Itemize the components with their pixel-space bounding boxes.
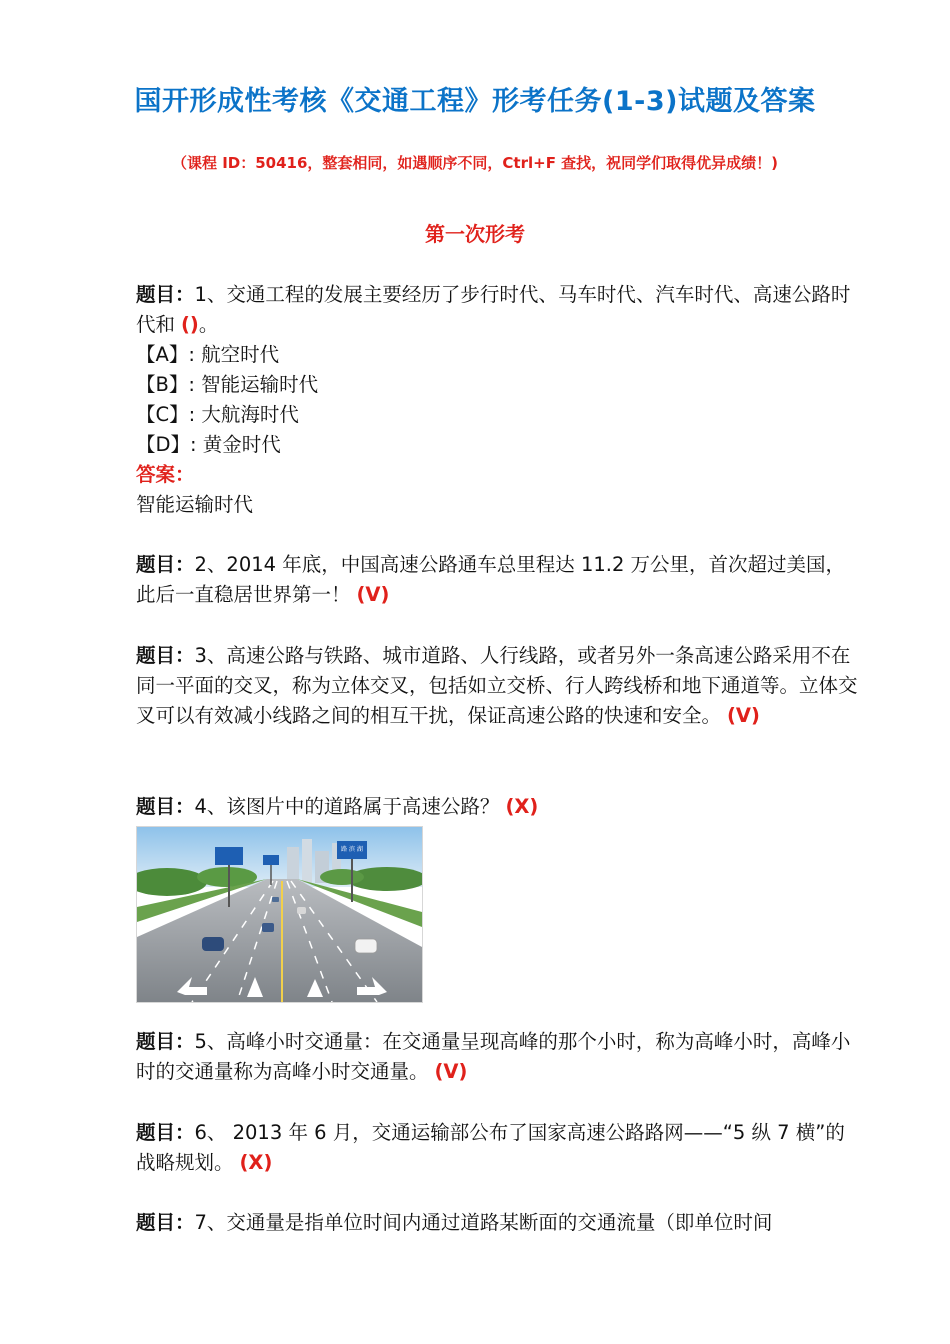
question-1: [136, 280, 862, 520]
question-label: 题目：: [136, 795, 195, 818]
question-text: 5、高峰小时交通量：在交通量呈现高峰的那个小时，称为高峰小时，高峰小时的交通量称为高峰小时交通量。: [136, 1030, 851, 1083]
answer-mark: (V): [434, 1060, 468, 1083]
sign-text: 路 滨 湖: [341, 846, 363, 853]
question-label: 题目：: [136, 1030, 195, 1053]
answer-mark: (): [181, 313, 199, 336]
question-text: 2、2014 年底，中国高速公路通车总里程达 11.2 万公里，首次超过美国，此后一直稳居世界第一！: [136, 553, 846, 606]
question-2: [136, 550, 862, 610]
question-label: 题目：: [136, 1211, 195, 1234]
question-3: [136, 641, 862, 731]
answer-mark: (X): [239, 1151, 273, 1174]
option-a: 【A】: 航空时代: [136, 343, 280, 366]
question-text: 7、交通量是指单位时间内通过道路某断面的交通流量（即单位时间: [194, 1211, 773, 1234]
question-4: [136, 792, 862, 822]
answer-mark: (V): [356, 583, 390, 606]
section-title: 第一次形考: [425, 222, 525, 246]
answer-value: 智能运输时代: [136, 493, 254, 516]
question-7: [136, 1208, 862, 1238]
question-label: 题目：: [136, 644, 195, 667]
answer-mark: (V): [727, 704, 760, 727]
document-subtitle: （课程 ID：50416，整套相同，如遇顺序不同，Ctrl+F 查找，祝同学们取得优异成绩！): [171, 154, 779, 172]
question-text: 3、高速公路与铁路、城市道路、人行线路，或者另外一条高速公路采用不在同一平面的交叉，称为立体交叉，包括如立交桥、行人跨线桥和地下通道等。立体交叉可以有效减小线路之间的相互干扰，保证高速公路的快速和安全。: [136, 644, 858, 727]
answer-label: 答案：: [136, 463, 195, 486]
question-text: 6、 2013 年 6 月，交通运输部公布了国家高速公路路网——“5 纵 7 横”的战略规划。: [136, 1121, 845, 1174]
question-text: 1、交通工程的发展主要经历了步行时代、马车时代、汽车时代、高速公路时代和: [136, 283, 851, 336]
answer-mark: (X): [505, 795, 539, 818]
question-1-stem: [136, 280, 862, 340]
question-label: 题目：: [136, 1121, 195, 1144]
question-label: 题目：: [136, 553, 195, 576]
question-suffix: 。: [198, 313, 219, 336]
question-5: [136, 1027, 862, 1087]
road-photo: [136, 826, 423, 1003]
question-label: 题目：: [136, 283, 195, 306]
option-b: 【B】: 智能运输时代: [136, 373, 319, 396]
document-title: 国开形成性考核《交通工程》形考任务(1-3)试题及答案: [134, 86, 816, 117]
option-d: 【D】: 黄金时代: [136, 433, 281, 456]
option-c: 【C】: 大航海时代: [136, 403, 299, 426]
question-text: 4、该图片中的道路属于高速公路？: [194, 795, 500, 818]
question-6: [136, 1118, 862, 1178]
